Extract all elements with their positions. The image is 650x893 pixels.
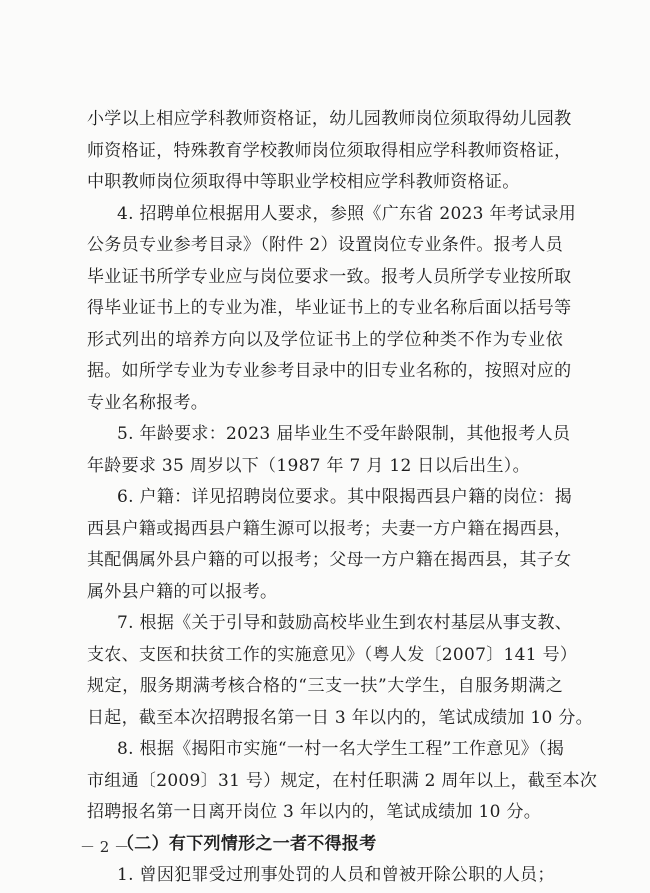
text-line: 5. 年龄要求：2023 届毕业生不受年龄限制，其他报考人员 (117, 424, 571, 444)
text-line: 7. 根据《关于引导和鼓励高校毕业生到农村基层从事支教、 (117, 613, 573, 633)
text-line: 8. 根据《揭阳市实施“一村一名大学生工程”工作意见》（揭 (117, 739, 565, 759)
text-line: 师资格证，特殊教育学校教师岗位须取得相应学科教师资格证， (87, 140, 572, 161)
text-line: 招聘报名第一日离开岗位 3 年以内的，笔试成绩加 10 分。 (87, 802, 542, 822)
text-line: 形式列出的培养方向以及学位证书上的学位种类不作为专业依 (87, 329, 563, 350)
text-line: 中职教师岗位须取得中等职业学校相应学科教师资格证。 (87, 172, 520, 192)
text-line: 日起，截至本次招聘报名第一日 3 年以内的，笔试成绩加 10 分。 (87, 707, 593, 728)
text-line: 公务员专业参考目录》（附件 2）设置岗位专业条件。报考人员 (87, 235, 563, 255)
text-line: 据。如所学专业为专业参考目录中的旧专业名称的，按照对应的 (87, 361, 572, 381)
section-heading: （二）有下列情形之一者不得报考 (117, 833, 377, 854)
text-line: 西县户籍或揭西县户籍生源可以报考；夫妻一方户籍在揭西县， (87, 518, 572, 539)
text-line: 年龄要求 35 周岁以下（1987 年 7 月 12 日以后出生）。 (87, 455, 530, 476)
text-line: 市组通〔2009〕31 号）规定，在村任职满 2 周年以上，截至本次 (87, 770, 598, 791)
page-number: － 2 － (80, 838, 130, 856)
text-line: 属外县户籍的可以报考。 (87, 581, 278, 602)
text-line: 6. 户籍：详见招聘岗位要求。其中限揭西县户籍的岗位：揭 (117, 487, 573, 507)
text-line: 小学以上相应学科教师资格证，幼儿园教师岗位须取得幼儿园教 (87, 109, 572, 129)
text-line: 其配偶属外县户籍的可以报考；父母一方户籍在揭西县，其子女 (87, 550, 572, 570)
text-line: 规定，服务期满考核合格的“三支一扶”大学生，自服务期满之 (87, 676, 563, 696)
text-line: 得毕业证书上的专业为准，毕业证书上的专业名称后面以括号等 (87, 298, 572, 318)
text-line: 毕业证书所学专业应与岗位要求一致。报考人员所学专业按所取 (87, 266, 572, 287)
text-line: 支农、支医和扶贫工作的实施意见》（粤人发〔2007〕141 号） (87, 644, 578, 665)
text-line: 1. 曾因犯罪受过刑事处罚的人员和曾被开除公职的人员； (117, 865, 555, 885)
text-line: 4. 招聘单位根据用人要求，参照《广东省 2023 年考试录用 (117, 203, 576, 224)
text-line: 专业名称报考。 (87, 392, 209, 413)
document-body (87, 104, 598, 892)
